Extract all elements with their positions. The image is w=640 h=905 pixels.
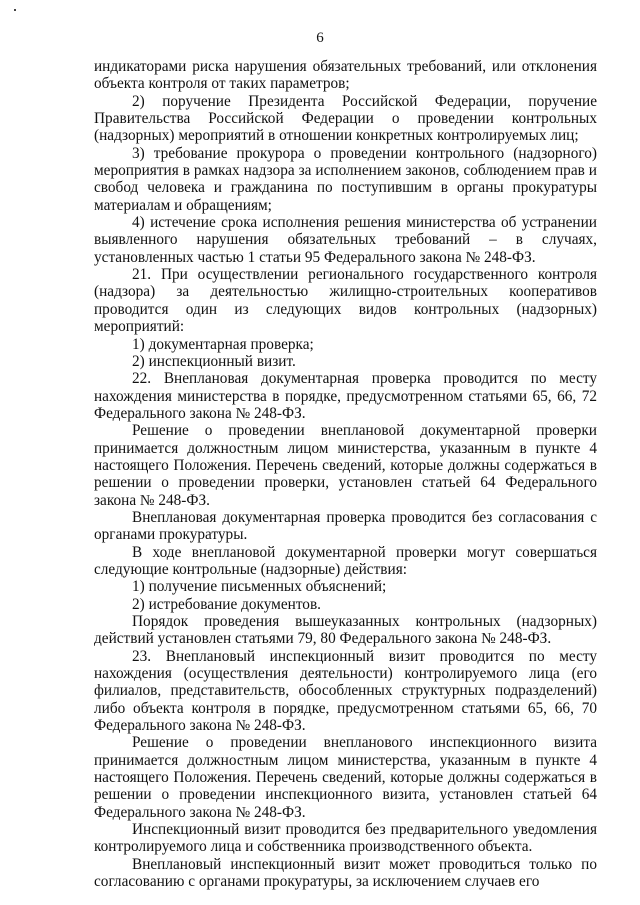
paragraph: 22. Внеплановая документарная проверка проводится по месту нахождения министерства в порядке, предусмотренном статьями 65, 66, 72 Федерального закона № 248-ФЗ. xyxy=(94,370,597,422)
paragraph: 2) инспекционный визит. xyxy=(132,352,296,370)
paragraph: 1) документарная проверка; xyxy=(132,335,314,353)
paragraph: Внеплановая документарная проверка проводится без согласования с органами прокуратуры. xyxy=(94,508,597,544)
paragraph: Инспекционный визит проводится без предварительного уведомления контролируемого лица и собственника производственного объекта. xyxy=(94,821,597,856)
paragraph: В ходе внеплановой документарной проверки могут совершаться следующие контрольные (надзорные) действия: xyxy=(94,543,597,578)
paragraph: 2) истребование документов. xyxy=(132,595,322,613)
paragraph: 1) получение письменных объяснений; xyxy=(132,578,387,596)
scan-speck xyxy=(14,9,16,11)
document-body xyxy=(94,58,597,891)
paragraph: Внеплановый инспекционный визит может проводиться только по согласованию с органами прокуратуры, за исключением случаев его xyxy=(94,855,597,891)
paragraph: Решение о проведении внепланового инспекционного визита принимается должностным лицом министерства, указанным в пункте 4 настоящего Положения. Перечень сведений, которые должны содержаться в решении о проведении инспекционного визита, установлен статьей 64 Федерального закона № 248-ФЗ. xyxy=(94,734,597,821)
paragraph: 2) поручение Президента Российской Федерации, поручение Правительства Российской Федерации о проведении контрольных (надзорных) мероприятий в отношении конкретных контролируемых лиц; xyxy=(94,92,597,145)
paragraph: индикаторами риска нарушения обязательных требований, или отклонения объекта контроля от таких параметров; xyxy=(94,58,597,93)
paragraph: 23. Внеплановый инспекционный визит проводится по месту нахождения (осуществления деятельности) контролируемого лица (его филиалов, представительств, обособленных структурных подразделений) либо объекта контроля в порядке, предусмотренном статьями 65, 66, 70 Федерального закона № 248-ФЗ. xyxy=(94,647,597,735)
paragraph: 21. При осуществлении регионального государственного контроля (надзора) за деятельностью жилищно-строительных кооперативов проводится один из следующих видов контрольных (надзорных) мероприятий: xyxy=(94,266,597,336)
paragraph: Решение о проведении внеплановой документарной проверки принимается должностным лицом министерства, указанным в пункте 4 настоящего Положения. Перечень сведений, которые должны содержаться в решении о проведении проверки, установлен статьей 64 Федерального закона № 248-ФЗ. xyxy=(94,422,597,509)
paragraph: 4) истечение срока исполнения решения министерства об устранении выявленного нарушения обязательных требований – в случаях, установленных частью 1 статьи 95 Федерального закона № 248-ФЗ. xyxy=(94,214,597,266)
page-number: 6 xyxy=(316,30,324,46)
paragraph: Порядок проведения вышеуказанных контрольных (надзорных) действий установлен статьями 79, 80 Федерального закона № 248-ФЗ. xyxy=(94,613,597,648)
paragraph: 3) требование прокурора о проведении контрольного (надзорного) мероприятия в рамках надзора за исполнением законов, соблюдением прав и свобод человека и гражданина по поступившим в органы прокуратуры материалам и обращениям; xyxy=(94,144,597,214)
